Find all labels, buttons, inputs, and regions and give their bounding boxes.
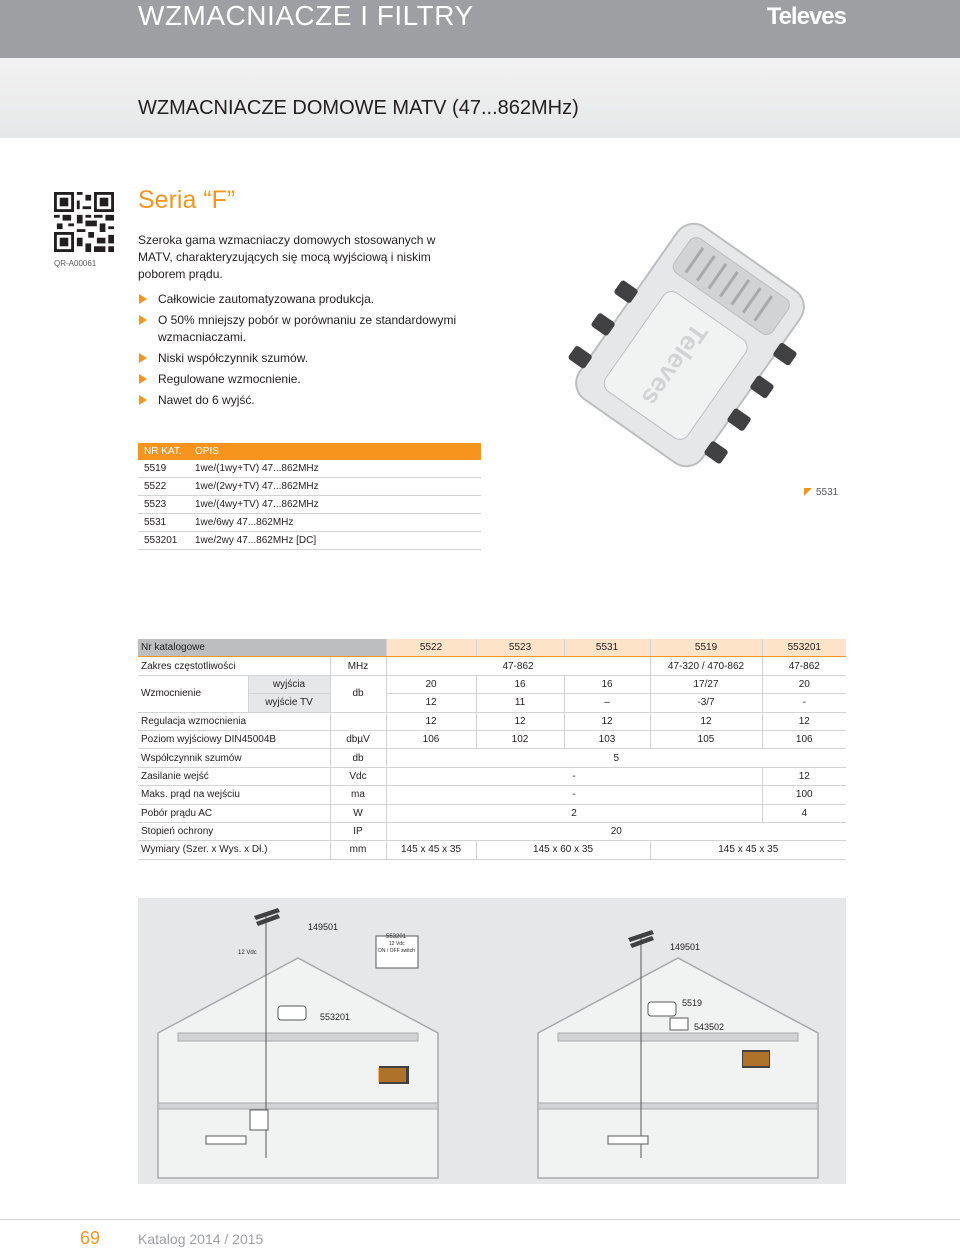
feature-item: O 50% mniejszy pobór w porównaniu ze standardowymi wzmacniaczami. — [138, 312, 478, 346]
table-row: 5522 1we/(2wy+TV) 47...862MHz — [138, 478, 481, 496]
page-number: 69 — [80, 1228, 101, 1248]
spec-row-noise: Współczynnik szumów db 5 — [138, 749, 846, 767]
spec-row-gain-out: Wzmocnienie wyjścia db 20 16 16 17/27 20 — [138, 675, 846, 693]
brand-logo: Televes — [766, 3, 846, 30]
bullet-arrow-icon — [139, 395, 147, 405]
svg-text:Televes: Televes — [635, 318, 714, 412]
label-vdc-left: 12 Vdc — [238, 950, 257, 956]
column-header: OPIS — [189, 443, 481, 460]
feature-item: Nawet do 6 wyjść. — [138, 392, 478, 409]
table-row: 5523 1we/(4wy+TV) 47...862MHz — [138, 496, 481, 514]
bullet-arrow-icon — [139, 294, 147, 304]
table-row: 5531 1we/6wy 47...862MHz — [138, 514, 481, 532]
spec-table — [138, 639, 846, 860]
label-box-switch: ON / OFF switch — [378, 948, 415, 954]
table-row: 553201 1we/2wy 47...862MHz [DC] — [138, 532, 481, 550]
spec-row-power-input: Zasilanie wejść Vdc - 12 — [138, 767, 846, 785]
qr-code-icon[interactable] — [54, 192, 114, 252]
footer-divider — [0, 1219, 960, 1220]
model-header: 5523 — [476, 639, 564, 657]
spec-row-consumption: Pobór prądu AC W 2 4 — [138, 804, 846, 822]
image-caption: 5531 — [804, 487, 838, 498]
spec-row-gain-tv: wyjście TV 12 11 – -3/7 - — [138, 694, 846, 712]
qr-code-label: QR-A00061 — [54, 259, 97, 268]
table-row: 5519 1we/(1wy+TV) 47...862MHz — [138, 460, 481, 478]
spec-row-max-current: Maks. prąd na wejściu ma - 100 — [138, 786, 846, 804]
label-box-vdc: 12 Vdc — [389, 941, 405, 947]
series-description: Szeroka gama wzmacniaczy domowych stosowanych w MATV, charakteryzujących się mocą wyjściową i niskim poborem prądu. — [138, 233, 436, 281]
product-table — [138, 443, 481, 550]
model-header: 5519 — [650, 639, 762, 657]
spec-row-ip: Stopień ochrony IP 20 — [138, 822, 846, 840]
section-title: WZMACNIACZE I FILTRY — [138, 0, 474, 31]
gain-label: Wzmocnienie — [138, 675, 248, 712]
model-header: 553201 — [762, 639, 846, 657]
spec-header-row — [138, 639, 846, 657]
spec-row-dimensions: Wymiary (Szer. x Wys. x Dł.) mm 145 x 45 x 35 145 x 60 x 35 145 x 45 x 35 — [138, 841, 846, 859]
label-amplifier-left: 553201 — [320, 1012, 351, 1022]
caption-arrow-icon — [804, 488, 812, 496]
page-subtitle: WZMACNIACZE DOMOWE MATV (47...862MHz) — [138, 97, 579, 119]
model-header: 5522 — [386, 639, 476, 657]
label-power-supply: 543502 — [694, 1022, 725, 1032]
spec-row-output-level: Poziom wyjściowy DIN45004B dbµV 106 102 103 105 106 — [138, 730, 846, 748]
bullet-arrow-icon — [139, 374, 147, 384]
feature-list — [138, 291, 478, 413]
feature-item: Całkowicie zautomatyzowana produkcja. — [138, 291, 478, 308]
installation-diagram — [138, 898, 846, 1184]
series-title: Seria “F” — [138, 186, 236, 214]
houses-illustration — [138, 898, 846, 1184]
feature-item: Regulowane wzmocnienie. — [138, 371, 478, 388]
bullet-arrow-icon — [139, 315, 147, 325]
catalog-label: Katalog 2014 / 2015 — [138, 1231, 264, 1247]
spec-row-frequency: Zakres częstotliwości MHz 47-862 47-320 / 470-862 47-862 — [138, 657, 846, 675]
feature-item: Niski współczynnik szumów. — [138, 350, 478, 367]
spec-header-label: Nr katalogowe — [138, 639, 386, 657]
table-header — [138, 443, 481, 460]
bullet-arrow-icon — [139, 353, 147, 363]
model-header: 5531 — [564, 639, 650, 657]
label-antenna-left: 149501 — [308, 922, 339, 932]
label-amplifier-right: 5519 — [682, 998, 703, 1008]
amplifier-product-image — [560, 220, 820, 470]
label-antenna-right: 149501 — [670, 942, 701, 952]
column-header: NR KAT. — [138, 443, 189, 460]
label-box-code: 553201 — [386, 934, 407, 940]
spec-row-gain-adjust: Regulacja wzmocnienia 12 12 12 12 12 — [138, 712, 846, 730]
